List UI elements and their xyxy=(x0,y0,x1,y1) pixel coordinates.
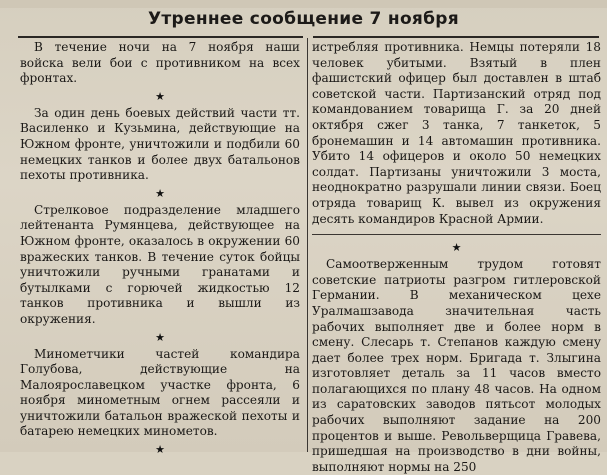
paragraph: В течение ночи на 7 ноября наши войска вели бои с противником на всех фронтах. xyxy=(20,40,300,86)
paragraph: За один день боевых действий части тт. Василенко и Кузьмина, действующие на Южном фронте, уничтожили и подбили 60 немецких танков и более двух батальонов пехоты противника. xyxy=(20,105,300,183)
paragraph: Стрелковое подразделение младшего лейтенанта Румянцева, действующее на Южном фронте, оказалось в окружении 60 вражеских танков. В течение суток бойцы уничтожили ручными гранатами и бутылками с горючей жидкостью 12 танков противника и вышли из окружения. xyxy=(20,202,300,326)
title-rule-left xyxy=(18,36,303,38)
star-separator-icon: ★ xyxy=(155,89,165,103)
star-separator-icon: ★ xyxy=(451,241,462,255)
star-separator-icon: ★ xyxy=(155,443,165,457)
star-separator-icon: ★ xyxy=(155,330,165,344)
cropped-header-strip xyxy=(0,0,607,8)
star-separator-icon: ★ xyxy=(155,186,165,200)
paragraph: истребляя противника. Немцы потеряли 18 человек убитыми. Взятый в плен фашистский офицер был доставлен в штаб советской части. Партизанский отряд под командованием товарища Г. за 20 дней октября сжег 3 танка, 7 танкеток, 5 бронемашин и 14 автомашин противника. Убито 14 офицеров и около 50 немецких солдат. Партизаны уничтожили 3 моста, неоднократно разрушали линии связи. Боец отряда товарищ К. вывел из окружения десять командиров Красной Армии. xyxy=(312,40,601,226)
left-column xyxy=(20,40,300,459)
paragraph: Минометчики частей командира Голубова, действующие на Малоярославецком участке фронта, 6 ноября минометным огнем рассеяли и уничтожили батальон вражеской пехоты и батарею немецких минометов. xyxy=(20,346,300,439)
right-column xyxy=(312,40,601,475)
paragraph: Самоотверженным трудом готовят советские патриоты разгром гитлеровской Германии. В механическом цехе Уралмашзавода значительная часть рабочих выполняет две и более норм в смену. Слесарь т. Степанов каждую смену дает более трех норм. Бригада т. Злыгина изготовляет деталь за 11 часов вместо полагающихся по плану 48 часов. На одном из саратовских заводов пятьсот молодых рабочих выполняют задание на 200 процентов и выше. Револьверщица Гравева, пришедшая на производство в дни войны, выполняют нормы на 250 xyxy=(312,257,601,474)
title-rule-right xyxy=(313,36,599,38)
section-rule xyxy=(312,234,601,235)
column-divider xyxy=(307,38,308,452)
article-title: Утреннее сообщение 7 ноября xyxy=(147,9,459,29)
